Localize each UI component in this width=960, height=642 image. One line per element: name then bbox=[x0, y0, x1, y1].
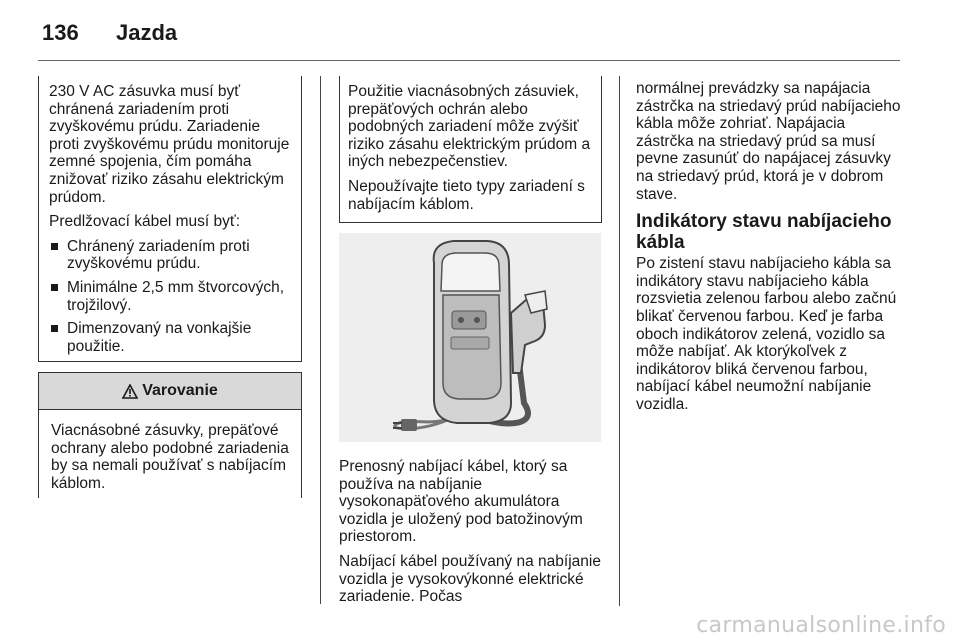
list-item: Dimenzovaný na vonkajšie použitie. bbox=[49, 320, 293, 355]
warning-title: Varovanie bbox=[142, 382, 218, 400]
body-paragraph: Prenosný nabíjací kábel, ktorý sa používa na nabíjanie vysokonapäťového akumulátora vozidla je uložený pod batožinovým priestorom. bbox=[339, 458, 583, 546]
section-heading: Indikátory stavu nabíjacieho kábla bbox=[636, 211, 892, 254]
warning-triangle-icon bbox=[122, 384, 138, 399]
charging-cable-unit-illustration bbox=[339, 233, 601, 442]
info-paragraph: 230 V AC zásuvka musí byť chránená zariadením proti zvyškovému prúdu. Zariadenie proti zvyškovému prúdu monitoruje zemné spojenia, čím pomáha znižovať riziko zásahu elektrickým prúdom. bbox=[49, 83, 290, 206]
body-paragraph: Po zistení stavu nabíjacieho kábla sa indikátory stavu nabíjacieho kábla rozsvietia zelenou farbou alebo začnú blikať červenou farbou. Keď je farba oboch indikátorov zelená, vozidlo sa môže nabíjať. Ak ktorýkoľvek z indikátorov bliká červenou farbou, nabíjací kábel neumožní nabíjanie vozidla. bbox=[636, 255, 897, 413]
middle-column-text bbox=[339, 458, 607, 613]
list-item: Chránený zariadením proti zvyškovému prúdu. bbox=[49, 238, 293, 273]
requirements-list bbox=[49, 238, 293, 356]
warning-header bbox=[39, 373, 301, 410]
info-paragraph: Nepoužívajte tieto typy zariadení s nabíjacím káblom. bbox=[348, 177, 585, 213]
info-box-middle bbox=[339, 76, 602, 223]
warning-text: Viacnásobné zásuvky, prepäťové ochrany alebo podobné zariadenia by sa nemali používať s nabíjacím káblom. bbox=[51, 422, 289, 492]
info-box-left bbox=[38, 76, 302, 362]
warning-box bbox=[38, 372, 302, 498]
list-item: Minimálne 2,5 mm štvorcových, trojžilový. bbox=[49, 279, 293, 314]
info-paragraph: Použitie viacnásobných zásuviek, prepäťových ochrán alebo podobných zariadení môže zvýšiť riziko zásahu elektrickým prúdom a iných nebezpečenstiev. bbox=[348, 83, 591, 171]
chapter-title: Jazda bbox=[116, 20, 178, 45]
column-divider-1 bbox=[320, 76, 321, 604]
watermark: carmanualsonline.info bbox=[696, 613, 946, 638]
page-header bbox=[42, 14, 922, 54]
charging-cable-illustration bbox=[339, 233, 601, 442]
column-divider-2 bbox=[619, 76, 620, 606]
right-column-text bbox=[636, 80, 906, 421]
info-paragraph: Predlžovací kábel musí byť: bbox=[49, 213, 241, 231]
body-paragraph: Nabíjací kábel používaný na nabíjanie vozidla je vysokovýkonné elektrické zariadenie. Počas bbox=[339, 552, 601, 606]
header-rule bbox=[38, 60, 900, 61]
body-paragraph: normálnej prevádzky sa napájacia zástrčka na striedavý prúd nabíjacieho kábla môže zohriať. Napájacia zástrčka na striedavý prúd sa musí pevne zasunúť do napájacej zásuvky na striedavý prúd, ktorá je v dobrom stave. bbox=[636, 80, 901, 203]
page-number: 136 bbox=[42, 20, 79, 45]
